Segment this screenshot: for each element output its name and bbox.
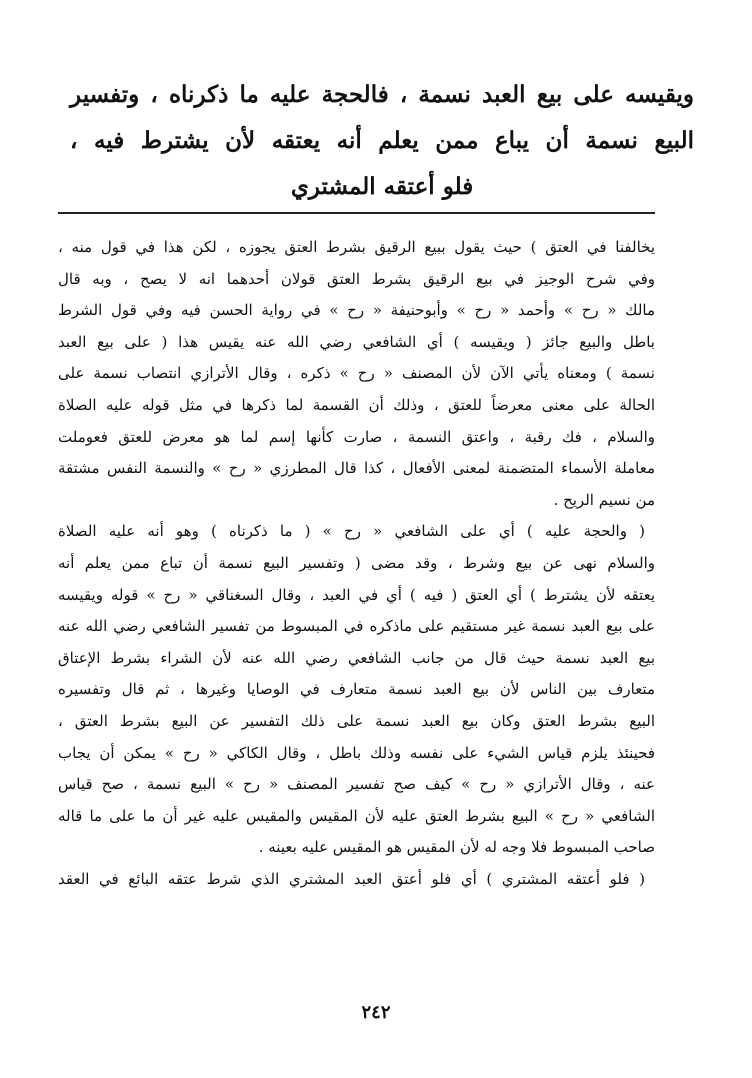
commentary-line: عنه ، وقال الأترازي « رح » كيف صح تفسير المصنف « رح » البيع نسمة ، صح قياس — [58, 775, 655, 794]
matn-text — [70, 72, 694, 210]
commentary-line: على بيع العبد نسمة غير مستقيم على ماذكره في المبسوط من تفسير الشافعي رضي الله عنه — [58, 617, 655, 636]
commentary-line: من نسيم الريح . — [553, 490, 655, 509]
commentary-line: وفي شرح الوجيز في بيع الرقيق بشرط العتق قولان أحدهما انه لا يصح ، وبه قال — [58, 269, 655, 288]
commentary-line: الحالة على معنى معرضاً للعتق ، وذلك أن القسمة لما ذكرها في مثل قوله عليه الصلاة — [58, 395, 655, 414]
commentary-line: فحينئذ يلزم قياس الشيء على نفسه وذلك باطل ، وقال الكاكي « رح » يمكن أن يجاب — [58, 743, 655, 762]
matn-line: فلو أعتقه المشتري — [290, 173, 474, 200]
commentary-line: والسلام نهى عن بيع وشرط ، وقد مضى ( وتفسير البيع نسمة أن تباع ممن يعلم أنه — [58, 553, 655, 572]
commentary-line: مالك « رح » وأحمد « رح » وأبوحنيفة « رح » في رواية الحسن فيه وفي قول الشرط — [58, 301, 655, 320]
commentary-line: الشافعي « رح » البيع بشرط العتق عليه لأن المقيس والمقيس عليه غير أن ما على ما قاله — [58, 806, 655, 825]
commentary-line: معاملة الأسماء المتضمنة لمعنى الأفعال ، كذا قال المطرزي « رح » والنسمة النفس مشتقة — [58, 459, 655, 478]
page-number: ٢٤٢ — [361, 1002, 391, 1023]
commentary-line: والسلام ، فك رقبة ، واعتق النسمة ، صارت كأنها إسم لما هو معرض للعتق فعوملت — [58, 427, 655, 446]
commentary-line: صاحب المبسوط فلا وجه له لأن المقيس هو المقيس عليه بعينه . — [258, 838, 655, 857]
commentary-line: ( والحجة عليه ) أي على الشافعي « رح » ( ما ذكرناه ) وهو أنه عليه الصلاة — [58, 522, 645, 541]
matn-line: ويقيسه على بيع العبد نسمة ، فالحجة عليه ما ذكرناه ، وتفسير — [70, 81, 694, 108]
commentary-line: متعارف بين الناس لأن بيع العبد نسمة متعارف في الوصايا وغيرها ، ثم قال وتفسيره — [58, 680, 655, 699]
commentary-line: بيع العبد نسمة حيث قال من جانب الشافعي رضي الله عنه لأن الشراء بشرط الإعتاق — [58, 648, 655, 667]
matn-line: البيع نسمة أن يباع ممن يعلم أنه يعتقه لأن يشترط فيه ، — [70, 127, 694, 154]
separator-rule — [58, 212, 655, 214]
commentary-line: البيع بشرط العتق وكان بيع العبد نسمة على ذلك التفسير عن البيع بشرط العتق ، — [58, 711, 655, 730]
commentary-line: ( فلو أعتقه المشتري ) أي فلو أعتق العبد المشتري الذي شرط عتقه البائع في العقد — [58, 869, 645, 888]
commentary-text — [58, 232, 655, 895]
commentary-line: يعتقه لأن يشترط ) أي العتق ( فيه ) أي في العبد ، وقال السغناقي « رح » قوله ويقيسه — [58, 585, 655, 604]
commentary-line: يخالفنا في العتق ) حيث يقول ببيع الرقيق بشرط العتق يجوزه ، لكن هذا في قول منه ، — [58, 238, 655, 256]
commentary-line: نسمة ) ومعناه يأتي الآن لأن المصنف « رح » ذكره ، وقال الأترازي انتصاب نسمة على — [58, 364, 655, 383]
commentary-line: باطل والبيع جائز ( ويقيسه ) أي الشافعي رضي الله عنه يقيس هذا ( على بيع العبد — [58, 332, 655, 351]
